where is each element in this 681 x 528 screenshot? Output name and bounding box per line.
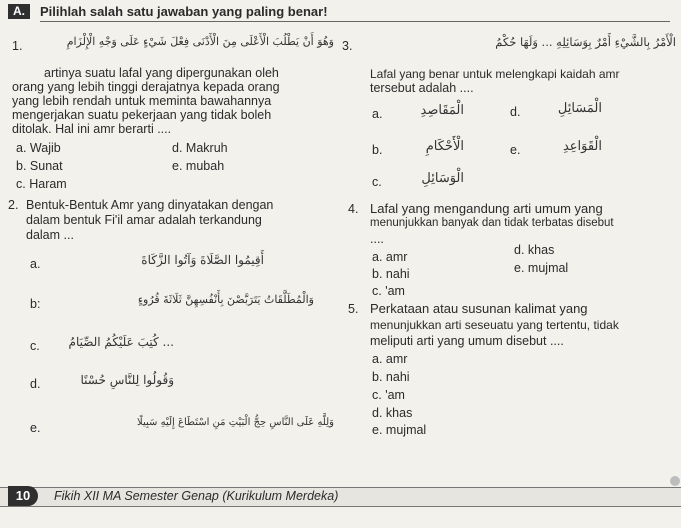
q4-line: ....: [370, 232, 384, 246]
q1-option-b[interactable]: b. Sunat: [16, 159, 63, 173]
q3-option-c-arabic[interactable]: الْوَسَائِلِ: [421, 171, 464, 186]
q1-arabic-text: وَهُوَ أَنْ يَطْلُبَ الْأَعْلَى مِنَ الْأَدْنَى فِعْلَ شَيْءٍ عَلَى وَجْهِ الْإِلْزَامِ: [66, 35, 334, 48]
q1-line: artinya suatu lafal yang dipergunakan oleh: [44, 66, 279, 80]
q1-line: ditolak. Hal ini amr berarti ....: [12, 122, 172, 136]
q3-option-e-key[interactable]: e.: [510, 143, 521, 157]
q3-option-a-key[interactable]: a.: [372, 107, 383, 121]
q4-option-b[interactable]: b. nahi: [372, 267, 410, 281]
q2-option-e-key[interactable]: e.: [30, 421, 41, 435]
page-corner-dot: [670, 476, 680, 486]
q5-option-b[interactable]: b. nahi: [372, 370, 410, 384]
q5-option-c[interactable]: c. 'am: [372, 388, 405, 402]
q2-option-d-key[interactable]: d.: [30, 377, 41, 391]
q4-number: 4.: [348, 202, 359, 216]
q1-option-c[interactable]: c. Haram: [16, 177, 67, 191]
q5-option-a[interactable]: a. amr: [372, 352, 408, 366]
q2-option-c-key[interactable]: c.: [30, 339, 40, 353]
q2-option-b-key[interactable]: b:: [30, 297, 41, 311]
q3-number: 3.: [342, 39, 353, 53]
q3-option-d-arabic[interactable]: الْمَسَائِلِ: [557, 101, 602, 116]
q3-line: Lafal yang benar untuk melengkapi kaidah amr: [370, 67, 620, 81]
q5-number: 5.: [348, 302, 359, 316]
q4-option-c[interactable]: c. 'am: [372, 284, 405, 298]
q4-option-e[interactable]: e. mujmal: [514, 261, 569, 275]
q3-option-b-key[interactable]: b.: [372, 143, 383, 157]
q3-option-a-arabic[interactable]: الْمَقَاصِدِ: [420, 103, 464, 118]
header-rule: [40, 21, 670, 22]
q2-line: Bentuk-Bentuk Amr yang dinyatakan dengan: [26, 198, 274, 212]
q2-line: dalam ...: [26, 228, 74, 242]
q5-line: meliputi arti yang umum disebut ....: [370, 334, 564, 348]
q4-option-d[interactable]: d. khas: [514, 243, 555, 257]
q2-line: dalam bentuk Fi'il amar adalah terkandung: [26, 213, 262, 227]
q5-line: Perkataan atau susunan kalimat yang: [370, 301, 588, 316]
q2-option-e-arabic[interactable]: وَلِلَّهِ عَلَى النَّاسِ حِجُّ الْبَيْتِ مَنِ اسْتَطَاعَ إِلَيْهِ سَبِيلًا: [137, 417, 334, 428]
q5-option-e[interactable]: e. mujmal: [372, 423, 427, 437]
q1-line: orang yang lebih tinggi derajatnya kepada orang: [12, 80, 280, 94]
q2-option-a-arabic[interactable]: أَقِيمُوا الصَّلَاةَ وَآتُوا الزَّكَاةَ: [141, 253, 264, 267]
footer-title: Fikih XII MA Semester Genap (Kurikulum Merdeka): [54, 489, 339, 503]
q3-line: tersebut adalah ....: [370, 81, 474, 95]
q2-option-d-arabic[interactable]: وَقُولُوا لِلنَّاسِ حُسْنًا: [80, 373, 174, 387]
q4-option-a[interactable]: a. amr: [372, 250, 408, 264]
page-number: 10: [8, 486, 38, 506]
q5-option-d[interactable]: d. khas: [372, 406, 413, 420]
q5-line: menunjukkan arti seseuatu yang tertentu, tidak: [370, 318, 619, 332]
q2-number: 2.: [8, 198, 19, 212]
section-label: A.: [8, 4, 30, 19]
q4-line: menunjukkan banyak dan tidak terbatas disebut: [370, 217, 614, 229]
q3-arabic-text: الْأَمْرُ بِالشَّيْءِ أَمْرٌ بِوَسَائِلِهِ ... وَلَهَا حُكْمُ: [495, 35, 676, 49]
q3-option-e-arabic[interactable]: الْقَوَاعِدِ: [562, 139, 602, 154]
q3-option-d-key[interactable]: d.: [510, 105, 521, 119]
instruction-title: Pilihlah salah satu jawaban yang paling benar!: [40, 4, 328, 19]
q1-option-a[interactable]: a. Wajib: [16, 141, 61, 155]
q1-option-d[interactable]: d. Makruh: [172, 141, 228, 155]
q1-option-e[interactable]: e. mubah: [172, 159, 225, 173]
q2-option-c-arabic[interactable]: ... كُتِبَ عَلَيْكُمُ الصِّيَامُ: [68, 335, 174, 349]
q3-option-b-arabic[interactable]: الْأَحْكَامِ: [425, 139, 464, 154]
q1-line: yang lebih rendah untuk meminta bawahannya: [12, 94, 272, 108]
q1-number: 1.: [12, 39, 23, 53]
q1-line: mengerjakan suatu pekerjaan yang tidak boleh: [12, 108, 272, 122]
q3-option-c-key[interactable]: c.: [372, 175, 382, 189]
q2-option-b-arabic[interactable]: وَالْمُطَلَّقَاتُ يَتَرَبَّصْنَ بِأَنْفُسِهِنَّ ثَلَاثَةَ قُرُوءٍ: [137, 293, 314, 306]
q4-line: Lafal yang mengandung arti umum yang: [370, 201, 603, 216]
q2-option-a-key[interactable]: a.: [30, 257, 41, 271]
